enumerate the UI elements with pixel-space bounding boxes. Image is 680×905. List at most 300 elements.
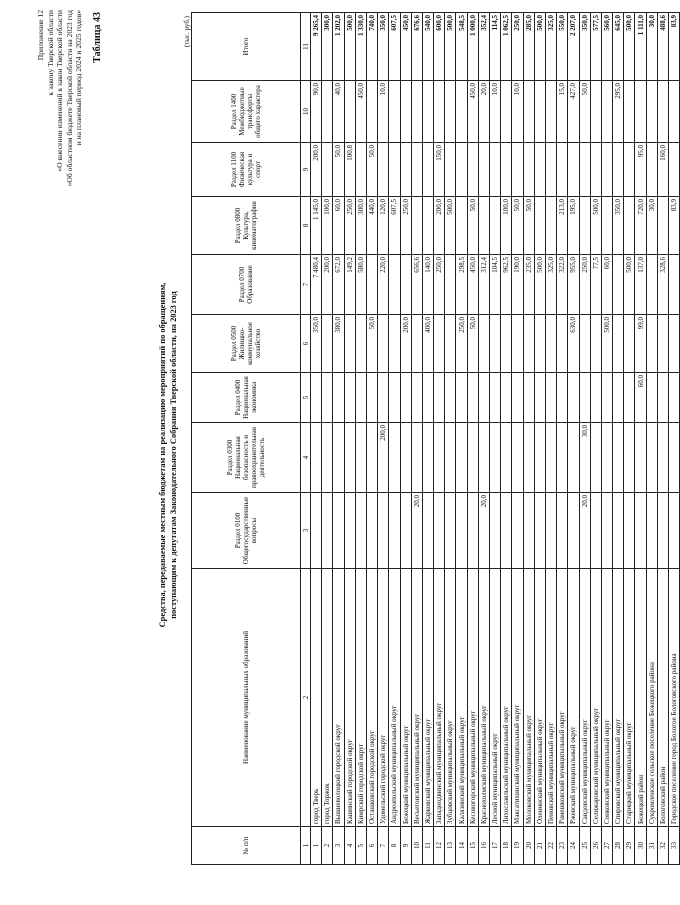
amount-cell: 10,0: [378, 81, 389, 143]
amount-cell: 150,0: [434, 143, 445, 197]
amount-cell: [590, 373, 601, 423]
column-header: Раздел 0300 Национальная безопасность и правоохранительная деятельность: [192, 423, 301, 493]
amount-cell: [624, 315, 635, 373]
amount-cell: 104,5: [490, 255, 501, 315]
table-row: [333, 13, 344, 865]
amount-cell: 450,0: [355, 81, 366, 143]
table-row: [590, 13, 601, 865]
amount-cell: 77,5: [590, 255, 601, 315]
amount-cell: 30,0: [646, 197, 657, 255]
amount-cell: [646, 423, 657, 493]
amount-cell: [601, 81, 612, 143]
table-row: [523, 13, 534, 865]
total-cell: 350,0: [378, 13, 389, 81]
amount-cell: [400, 493, 411, 569]
total-cell: 740,0: [366, 13, 377, 81]
amount-cell: [523, 81, 534, 143]
amount-cell: [445, 81, 456, 143]
amount-cell: [669, 423, 680, 493]
table-row: [467, 13, 478, 865]
amount-cell: 720,0: [635, 197, 646, 255]
table-row: [456, 13, 467, 865]
amount-cell: [557, 315, 568, 373]
amount-cell: 50,0: [467, 315, 478, 373]
municipality-name-cell: Сонковский муниципальный округ: [601, 569, 612, 827]
municipality-name-cell: Краснохолмский муниципальный округ: [478, 569, 489, 827]
amount-cell: [646, 493, 657, 569]
table-number: Таблица 43: [92, 12, 103, 63]
row-number-cell: 17: [490, 827, 501, 865]
row-number-cell: 29: [624, 827, 635, 865]
total-cell: 1 111,0: [635, 13, 646, 81]
column-number: 3: [301, 493, 311, 569]
amount-cell: [434, 373, 445, 423]
amount-cell: [422, 81, 433, 143]
amount-cell: [366, 423, 377, 493]
row-number-cell: 33: [669, 827, 680, 865]
column-number: 6: [301, 315, 311, 373]
row-number-cell: 12: [434, 827, 445, 865]
amount-cell: [613, 373, 624, 423]
amount-cell: 60,0: [333, 197, 344, 255]
amount-cell: 83,9: [669, 197, 680, 255]
table-row: [635, 13, 646, 865]
amount-cell: [501, 143, 512, 197]
table-row: [624, 13, 635, 865]
row-number-cell: 24: [568, 827, 579, 865]
amount-cell: [378, 143, 389, 197]
amount-cell: [635, 423, 646, 493]
amount-cell: [669, 81, 680, 143]
column-number: 7: [301, 255, 311, 315]
amount-cell: 30,0: [579, 423, 590, 493]
amount-cell: 250,0: [456, 315, 467, 373]
amount-cell: [534, 373, 545, 423]
total-cell: 500,0: [534, 13, 545, 81]
amount-cell: [545, 493, 556, 569]
amount-cell: [568, 423, 579, 493]
column-header: Раздел 0800 Культура, кинематография: [192, 197, 301, 255]
amount-cell: [512, 423, 523, 493]
amount-cell: [590, 493, 601, 569]
row-number-cell: 15: [467, 827, 478, 865]
amount-cell: 955,0: [568, 255, 579, 315]
amount-cell: 20,0: [478, 493, 489, 569]
amount-cell: [400, 255, 411, 315]
amount-cell: 250,0: [579, 255, 590, 315]
total-cell: 500,0: [445, 13, 456, 81]
table-row: [545, 13, 556, 865]
amount-cell: [624, 423, 635, 493]
amount-cell: [366, 81, 377, 143]
amount-cell: [624, 197, 635, 255]
table-row: [322, 13, 333, 865]
budget-table: [191, 12, 680, 865]
amount-cell: 962,5: [501, 255, 512, 315]
amount-cell: [389, 423, 400, 493]
amount-cell: [523, 315, 534, 373]
amount-cell: [579, 197, 590, 255]
amount-cell: 120,0: [378, 197, 389, 255]
amount-cell: [534, 143, 545, 197]
amount-cell: [400, 373, 411, 423]
row-number-cell: 10: [411, 827, 422, 865]
amount-cell: [411, 143, 422, 197]
municipality-name-cell: Весьегонский муниципальный округ: [411, 569, 422, 827]
amount-cell: [422, 373, 433, 423]
total-cell: 30,0: [646, 13, 657, 81]
row-number-cell: 14: [456, 827, 467, 865]
amount-cell: [624, 81, 635, 143]
appendix-line: к закону Тверской области: [45, 10, 55, 96]
municipality-name-cell: Жарковский муниципальный округ: [422, 569, 433, 827]
amount-cell: 235,0: [523, 255, 534, 315]
total-cell: 9 265,4: [311, 13, 322, 81]
column-number: 4: [301, 423, 311, 493]
amount-cell: 380,0: [333, 315, 344, 373]
amount-cell: [333, 493, 344, 569]
total-cell: 676,6: [411, 13, 422, 81]
amount-cell: [378, 493, 389, 569]
total-cell: 83,9: [669, 13, 680, 81]
amount-cell: [646, 315, 657, 373]
municipality-name-cell: Селижаровский муниципальный округ: [590, 569, 601, 827]
title-line: поступающим к депутатам Законодательного Собрания Тверской области, на 2023 год: [168, 291, 178, 619]
total-cell: 488,6: [657, 13, 668, 81]
table-row: [579, 13, 590, 865]
column-header: Итого: [192, 13, 301, 81]
row-number-cell: 20: [523, 827, 534, 865]
amount-cell: [523, 373, 534, 423]
table-row: [422, 13, 433, 865]
amount-cell: [534, 423, 545, 493]
amount-cell: [669, 373, 680, 423]
appendix-number: Приложение 12: [36, 10, 45, 61]
amount-cell: [322, 423, 333, 493]
amount-cell: [366, 493, 377, 569]
header-row: [192, 13, 301, 865]
total-cell: 645,0: [613, 13, 624, 81]
amount-cell: 350,0: [311, 315, 322, 373]
amount-cell: [490, 493, 501, 569]
municipality-name-cell: Калязинский муниципальный округ: [456, 569, 467, 827]
amount-cell: 500,0: [445, 197, 456, 255]
row-number-cell: 22: [545, 827, 556, 865]
municipality-name-cell: Спировский муниципальный округ: [613, 569, 624, 827]
municipality-name-cell: Кашинский городской округ: [344, 569, 355, 827]
row-number-cell: 21: [534, 827, 545, 865]
amount-cell: [523, 143, 534, 197]
municipality-name-cell: Кесовогорский муниципальный округ: [467, 569, 478, 827]
amount-cell: [445, 493, 456, 569]
amount-cell: [646, 255, 657, 315]
amount-cell: [490, 197, 501, 255]
amount-cell: 500,0: [534, 255, 545, 315]
municipality-name-cell: город Тверь: [311, 569, 322, 827]
amount-cell: [523, 493, 534, 569]
amount-cell: [646, 143, 657, 197]
table-row: [355, 13, 366, 865]
amount-cell: 500,0: [590, 197, 601, 255]
amount-cell: [400, 143, 411, 197]
amount-cell: [445, 423, 456, 493]
row-number-cell: 6: [366, 827, 377, 865]
amount-cell: 200,0: [378, 423, 389, 493]
amount-cell: 100,0: [322, 197, 333, 255]
municipality-name-cell: Осташковский городской округ: [366, 569, 377, 827]
table-row: [613, 13, 624, 865]
amount-cell: [422, 423, 433, 493]
total-cell: 500,0: [344, 13, 355, 81]
document-title: [158, 235, 179, 675]
amount-cell: [467, 423, 478, 493]
amount-cell: [590, 423, 601, 493]
amount-cell: 312,4: [478, 255, 489, 315]
amount-cell: [557, 373, 568, 423]
amount-cell: [601, 197, 612, 255]
amount-cell: 20,0: [411, 493, 422, 569]
amount-cell: [579, 143, 590, 197]
row-number-cell: 30: [635, 827, 646, 865]
municipality-name-cell: Молоковский муниципальный округ: [523, 569, 534, 827]
total-cell: 550,0: [557, 13, 568, 81]
amount-cell: [545, 373, 556, 423]
amount-cell: 295,0: [613, 81, 624, 143]
amount-cell: [389, 143, 400, 197]
amount-cell: 500,0: [601, 315, 612, 373]
amount-cell: [613, 315, 624, 373]
amount-cell: [344, 315, 355, 373]
amount-cell: 99,0: [635, 315, 646, 373]
amount-cell: 300,0: [355, 197, 366, 255]
row-number-cell: 7: [378, 827, 389, 865]
table-row: [669, 13, 680, 865]
municipality-name-cell: Вышневолоцкий городской округ: [333, 569, 344, 827]
amount-cell: [366, 373, 377, 423]
amount-cell: 50,0: [366, 143, 377, 197]
table-row: [601, 13, 612, 865]
amount-cell: [311, 493, 322, 569]
municipality-name-cell: Бежецкий муниципальный округ: [400, 569, 411, 827]
amount-cell: 60,0: [635, 373, 646, 423]
amount-cell: [613, 143, 624, 197]
amount-cell: [657, 423, 668, 493]
amount-cell: [333, 373, 344, 423]
column-header: Раздел 1400 Межбюджетные трансферты общего характера: [192, 81, 301, 143]
column-number: 11: [301, 13, 311, 81]
amount-cell: [355, 423, 366, 493]
total-cell: 1 202,0: [333, 13, 344, 81]
appendix-line: «О внесении изменений в закон Тверской области: [55, 10, 65, 172]
amount-cell: [434, 315, 445, 373]
amount-cell: [478, 143, 489, 197]
amount-cell: [322, 373, 333, 423]
row-number-cell: 13: [445, 827, 456, 865]
amount-cell: 20,0: [579, 493, 590, 569]
row-number-cell: 31: [646, 827, 657, 865]
column-number-row: [301, 13, 311, 865]
amount-cell: [411, 315, 422, 373]
row-number-cell: 26: [590, 827, 601, 865]
amount-cell: [613, 493, 624, 569]
amount-cell: 580,0: [355, 255, 366, 315]
amount-cell: 607,5: [389, 197, 400, 255]
municipality-name-cell: Кимрский городской округ: [355, 569, 366, 827]
amount-cell: [534, 315, 545, 373]
amount-cell: [445, 315, 456, 373]
amount-cell: [490, 423, 501, 493]
table-row: [557, 13, 568, 865]
unit-label: (тыс. руб.): [183, 16, 191, 48]
amount-cell: 100,0: [501, 197, 512, 255]
amount-cell: 149,2: [344, 255, 355, 315]
amount-cell: [322, 315, 333, 373]
amount-cell: 160,0: [657, 143, 668, 197]
amount-cell: 50,0: [579, 81, 590, 143]
amount-cell: [545, 315, 556, 373]
table-row: [366, 13, 377, 865]
municipality-name-cell: Максатихинский муниципальный округ: [512, 569, 523, 827]
amount-cell: 90,0: [311, 81, 322, 143]
amount-cell: 20,0: [478, 81, 489, 143]
amount-cell: [434, 423, 445, 493]
amount-cell: [512, 315, 523, 373]
amount-cell: [557, 493, 568, 569]
amount-cell: 450,0: [467, 81, 478, 143]
amount-cell: [601, 493, 612, 569]
amount-cell: [669, 315, 680, 373]
amount-cell: [322, 493, 333, 569]
column-number: 2: [301, 569, 311, 827]
amount-cell: 200,0: [400, 315, 411, 373]
amount-cell: [545, 197, 556, 255]
amount-cell: [355, 315, 366, 373]
amount-cell: [344, 373, 355, 423]
amount-cell: [534, 81, 545, 143]
amount-cell: 220,0: [378, 255, 389, 315]
row-number-cell: 27: [601, 827, 612, 865]
amount-cell: [311, 423, 322, 493]
row-number-cell: 3: [333, 827, 344, 865]
title-line: Средства, передаваемые местным бюджетам на реализацию мероприятий по обращениям,: [158, 282, 167, 628]
amount-cell: [355, 373, 366, 423]
amount-cell: [646, 81, 657, 143]
table-row: [657, 13, 668, 865]
total-cell: 548,5: [456, 13, 467, 81]
amount-cell: [590, 143, 601, 197]
table-row: [344, 13, 355, 865]
row-number-cell: 28: [613, 827, 624, 865]
municipality-name-cell: Зубцовский муниципальный округ: [445, 569, 456, 827]
amount-cell: 195,0: [568, 197, 579, 255]
total-cell: 300,0: [322, 13, 333, 81]
table-row: [411, 13, 422, 865]
amount-cell: [411, 81, 422, 143]
row-number-cell: 1: [311, 827, 322, 865]
amount-cell: [635, 81, 646, 143]
amount-cell: 50,0: [366, 315, 377, 373]
amount-cell: [501, 423, 512, 493]
total-cell: 352,4: [478, 13, 489, 81]
table-row: [501, 13, 512, 865]
total-cell: 450,0: [400, 13, 411, 81]
total-cell: 560,0: [601, 13, 612, 81]
table-row: [568, 13, 579, 865]
total-cell: 607,5: [389, 13, 400, 81]
amount-cell: [557, 143, 568, 197]
municipality-name-cell: Лесной муниципальный округ: [490, 569, 501, 827]
table-row: [490, 13, 501, 865]
municipality-name-cell: Городское поселение город Бологое Бологовского района: [669, 569, 680, 827]
table-row: [534, 13, 545, 865]
table-row: [445, 13, 456, 865]
column-header: Раздел 0700 Образование: [192, 255, 301, 315]
row-number-cell: 5: [355, 827, 366, 865]
total-cell: 500,0: [624, 13, 635, 81]
amount-cell: [456, 423, 467, 493]
municipality-name-cell: Удомельский городской округ: [378, 569, 389, 827]
table-row: [478, 13, 489, 865]
total-cell: 2 207,0: [568, 13, 579, 81]
amount-cell: [534, 197, 545, 255]
amount-cell: [568, 493, 579, 569]
column-number: 5: [301, 373, 311, 423]
amount-cell: [545, 143, 556, 197]
row-number-cell: 16: [478, 827, 489, 865]
amount-cell: [601, 143, 612, 197]
amount-cell: [378, 373, 389, 423]
municipality-name-cell: Рамешковский муниципальный округ: [557, 569, 568, 827]
amount-cell: 250,0: [434, 255, 445, 315]
amount-cell: [456, 81, 467, 143]
amount-cell: 50,0: [333, 143, 344, 197]
row-number-cell: 32: [657, 827, 668, 865]
table-row: [389, 13, 400, 865]
amount-cell: [322, 143, 333, 197]
municipality-name-cell: Бологовский район: [657, 569, 668, 827]
total-cell: 325,0: [545, 13, 556, 81]
column-number: 9: [301, 143, 311, 197]
municipality-name-cell: Сандовский муниципальный округ: [579, 569, 590, 827]
amount-cell: 200,0: [434, 197, 445, 255]
table-row: [646, 13, 657, 865]
amount-cell: 427,0: [568, 81, 579, 143]
amount-cell: 190,0: [512, 255, 523, 315]
amount-cell: [400, 423, 411, 493]
amount-cell: [657, 81, 668, 143]
amount-cell: [512, 493, 523, 569]
total-cell: 114,5: [490, 13, 501, 81]
amount-cell: 1 145,0: [311, 197, 322, 255]
amount-cell: [657, 197, 668, 255]
amount-cell: [601, 373, 612, 423]
table-row: [378, 13, 389, 865]
amount-cell: [624, 493, 635, 569]
amount-cell: [590, 81, 601, 143]
total-cell: 1 000,0: [467, 13, 478, 81]
total-cell: 600,0: [434, 13, 445, 81]
total-cell: 1 330,0: [355, 13, 366, 81]
amount-cell: [467, 143, 478, 197]
row-number-cell: 23: [557, 827, 568, 865]
amount-cell: [534, 493, 545, 569]
municipality-name-cell: Ржевский муниципальный округ: [568, 569, 579, 827]
total-cell: 540,0: [422, 13, 433, 81]
amount-cell: [590, 315, 601, 373]
column-header: Наименование муниципальных образований: [192, 569, 301, 827]
amount-cell: 50,0: [512, 197, 523, 255]
amount-cell: [422, 143, 433, 197]
